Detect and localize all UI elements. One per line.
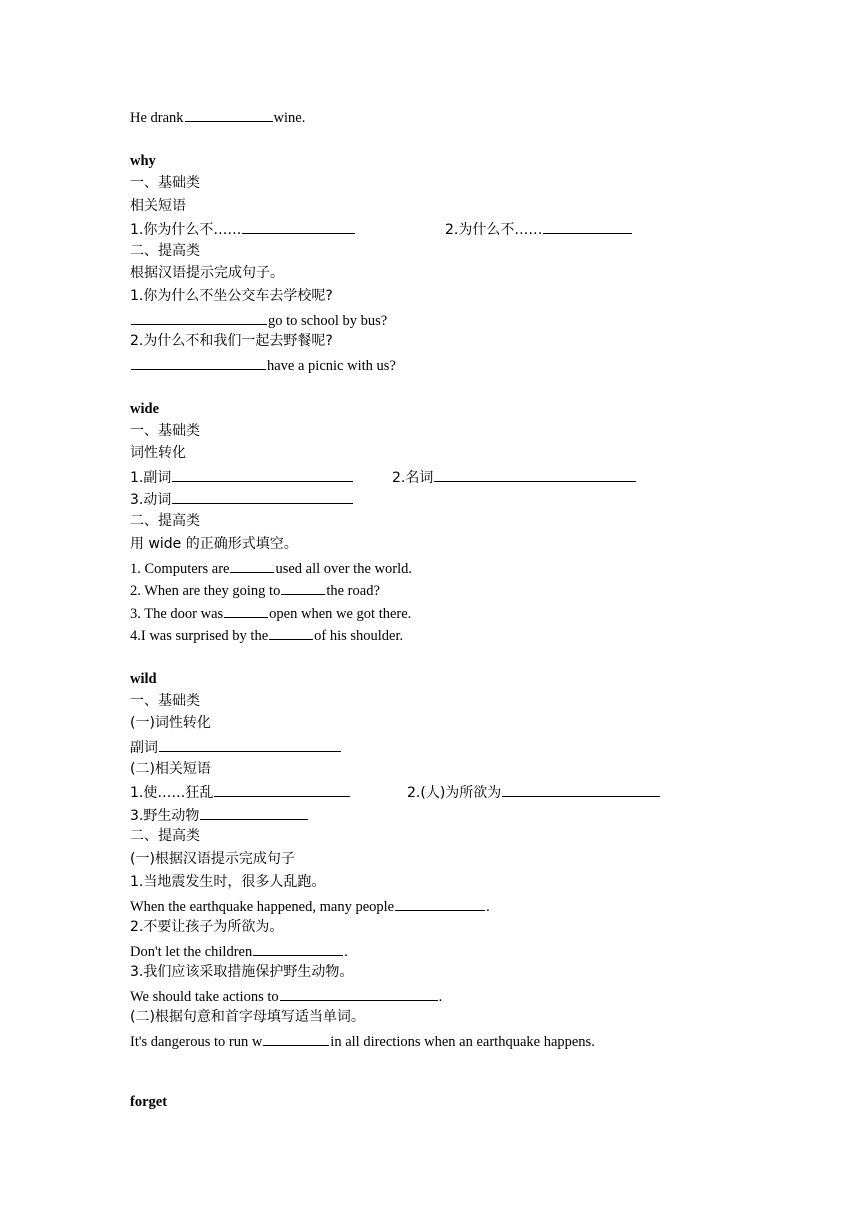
intro-after: wine. (273, 110, 306, 126)
why-advanced-title: 二、提高类 (130, 243, 200, 259)
wide-form-3 (130, 489, 354, 509)
wide-s3b: open when we got there. (269, 606, 412, 622)
blank (172, 489, 353, 504)
why-q2-en-text: have a picnic with us? (267, 358, 396, 374)
section-heading-why: why (130, 153, 156, 169)
wild-forms-title: (一)词性转化 (130, 715, 211, 731)
blank (502, 782, 660, 797)
wild-basic-title: 一、基础类 (130, 693, 200, 709)
wide-sentence-3 (130, 603, 411, 623)
wild-q4 (130, 1031, 595, 1051)
wild-q3-en (130, 986, 442, 1006)
wild-p3-text: 3.野生动物 (130, 808, 200, 824)
wide-s1a: 1. Computers are (130, 561, 230, 577)
wild-adv-text: 副词 (130, 740, 158, 756)
blank (434, 467, 636, 482)
section-heading-wild: wild (130, 671, 157, 687)
wild-adverb (130, 737, 342, 757)
wild-p1-text: 1.使……狂乱 (130, 785, 214, 801)
blank (185, 107, 273, 122)
period: . (486, 899, 490, 915)
blank (159, 737, 341, 752)
blank (172, 467, 353, 482)
period: . (344, 944, 348, 960)
wide-s3a: 3. The door was (130, 606, 224, 622)
blank (230, 558, 274, 573)
blank (200, 805, 308, 820)
blank (263, 1031, 329, 1046)
wild-q2-cn: 2.不要让孩子为所欲为。 (130, 919, 284, 935)
wide-f3-text: 3.动词 (130, 492, 172, 508)
wild-q3-en-text: We should take actions to (130, 989, 279, 1005)
wild-p2-text: 2.(人)为所欲为 (407, 785, 502, 801)
period: . (438, 989, 443, 1005)
wide-s2b: the road? (326, 583, 380, 599)
wide-sentence-1 (130, 558, 412, 578)
why-basic-title: 一、基础类 (130, 175, 200, 191)
wide-basic-title: 一、基础类 (130, 423, 200, 439)
blank (395, 896, 485, 911)
blank (253, 941, 343, 956)
wild-q1-en-text: When the earthquake happened, many people (130, 899, 395, 915)
wide-f1-text: 1.副词 (130, 470, 172, 486)
why-q1-en (130, 310, 387, 330)
wide-s4a: 4.I was surprised by the (130, 628, 269, 644)
wild-phrase-2 (407, 782, 661, 802)
wild-q4b: in all directions when an earthquake happens. (330, 1034, 595, 1050)
blank (131, 355, 266, 370)
why-q2-en (130, 355, 396, 375)
wide-s4b: of his shoulder. (314, 628, 404, 644)
wide-form-1 (130, 467, 354, 487)
wild-q2-en-text: Don't let the children (130, 944, 253, 960)
wild-sub1: (一)根据汉语提示完成句子 (130, 851, 295, 867)
wild-phrase-1 (130, 782, 351, 802)
wild-q1-cn: 1.当地震发生时，很多人乱跑。 (130, 874, 326, 890)
blank (543, 219, 632, 234)
blank (281, 580, 325, 595)
wide-forms-title: 词性转化 (130, 445, 186, 461)
wide-f2-text: 2.名词 (392, 470, 434, 486)
wild-phrases-title: (二)相关短语 (130, 761, 211, 777)
wild-sub2: (二)根据句意和首字母填写适当单词。 (130, 1009, 365, 1025)
wide-instruction: 用 wide 的正确形式填空。 (130, 536, 298, 552)
wild-advanced-title: 二、提高类 (130, 828, 200, 844)
why-instruction: 根据汉语提示完成句子。 (130, 265, 284, 281)
blank (280, 986, 438, 1001)
wild-phrase-3 (130, 805, 309, 825)
wide-advanced-title: 二、提高类 (130, 513, 200, 529)
wide-form-2 (392, 467, 637, 487)
wild-q4a: It's dangerous to run w (130, 1034, 263, 1050)
wide-s2a: 2. When are they going to (130, 583, 281, 599)
why-phrase-2 (445, 219, 633, 239)
blank (214, 782, 350, 797)
section-heading-wide: wide (130, 401, 159, 417)
wild-q2-en (130, 941, 348, 961)
intro-before: He drank (130, 110, 184, 126)
why-phrases-title: 相关短语 (130, 198, 186, 214)
wide-sentence-2 (130, 580, 380, 600)
why-q2-cn: 2.为什么不和我们一起去野餐呢? (130, 333, 333, 349)
blank (131, 310, 267, 325)
section-heading-forget: forget (130, 1094, 168, 1110)
wild-q1-en (130, 896, 490, 916)
wide-s1b: used all over the world. (275, 561, 412, 577)
why-p2-text: 2.为什么不…… (445, 222, 543, 238)
wide-sentence-4 (130, 625, 403, 645)
blank (269, 625, 313, 640)
why-p1-text: 1.你为什么不…… (130, 222, 242, 238)
why-phrase-1 (130, 219, 356, 239)
wild-q3-cn: 3.我们应该采取措施保护野生动物。 (130, 964, 354, 980)
blank (242, 219, 355, 234)
intro-sentence (130, 107, 305, 127)
why-q1-cn: 1.你为什么不坐公交车去学校呢? (130, 288, 333, 304)
why-q1-en-text: go to school by bus? (268, 313, 388, 329)
blank (224, 603, 268, 618)
